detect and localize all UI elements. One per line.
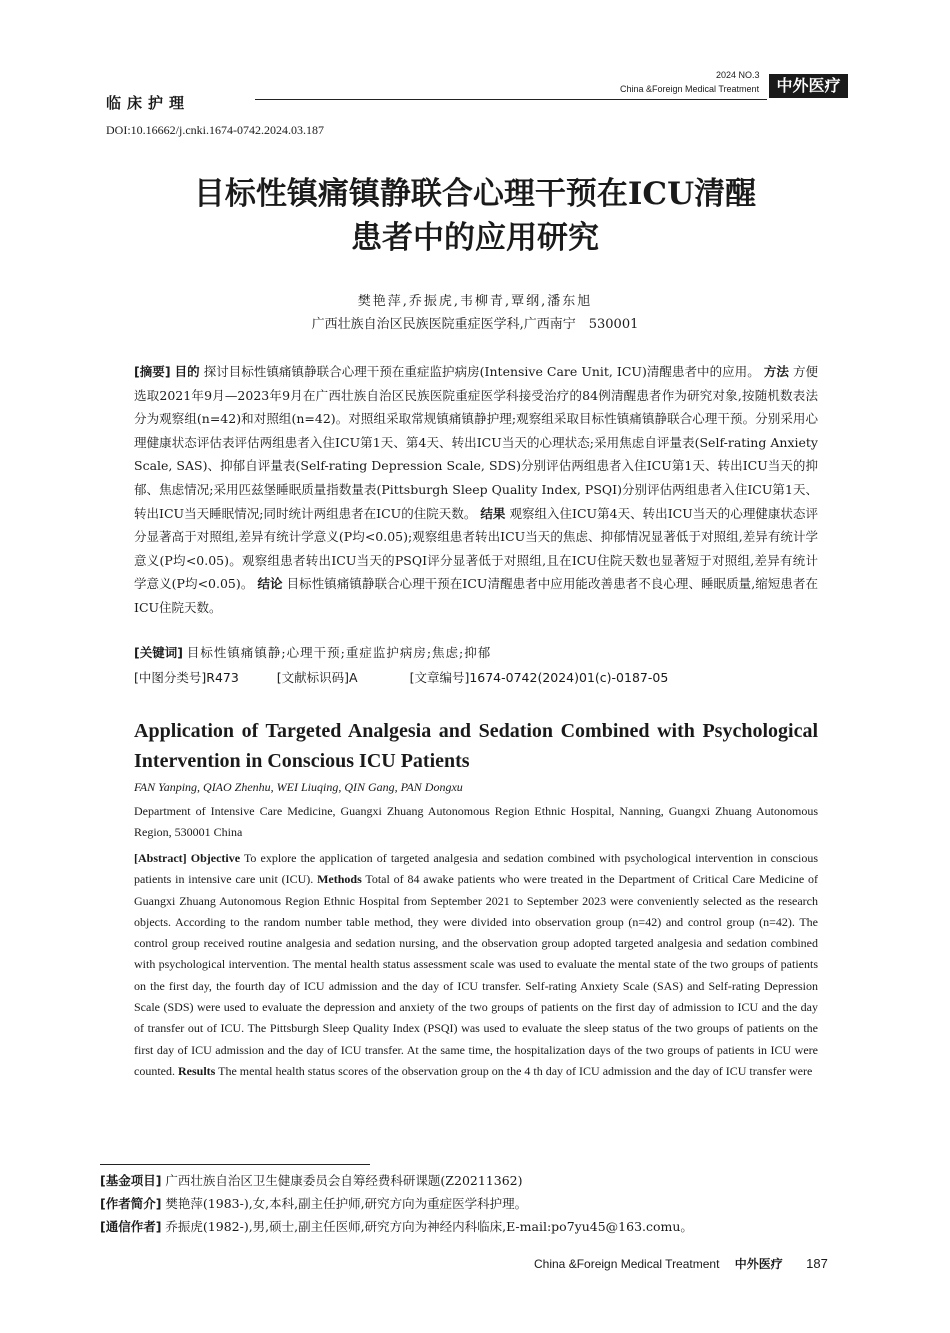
english-title: Application of Targeted Analgesia and Sedation Combined with Psychological Intervention in Conscious ICU Patients (134, 720, 818, 772)
english-affiliation: Department of Intensive Care Medicine, Guangxi Zhuang Autonomous Region Ethnic Hospital, Nanning, Guangxi Zhuang Autonomous Region, 530001 China (134, 804, 818, 839)
article-title-line-1: 目标性镇痛镇静联合心理干预在ICU清醒 (193, 176, 757, 212)
english-abstract (134, 848, 818, 1082)
keywords-tag: [关键词] (134, 645, 183, 660)
article-number: [文章编号]1674-0742(2024)01(c)-0187-05 (409, 670, 669, 685)
section-label: 临床护理 (106, 94, 191, 112)
english-authors: FAN Yanping, QIAO Zhenhu, WEI Liuqing, QIN Gang, PAN Dongxu (134, 780, 463, 794)
en-methods-text: Total of 84 awake patients who were treated in the Department of Critical Care Medicine of Guangxi Zhuang Autonomous Region Ethnic Hospital from September 2021 to September 2023 were conveniently selected as the research objects. According to the random number table method, they were divided into observation group (n=42) and control group (n=42). The control group received routine analgesia and sedation nursing, and the observation group adopted targeted analgesia and sedation combined with psychological intervention. The mental health status assessment scale was used to evaluate the mental state of the two groups of patients on the first day, the fourth day of ICU admission and the day of ICU transfer. Self-rating Anxiety Scale (SAS) and Self-rating Depression Scale (SDS) were used to evaluate the depression and anxiety of the two groups of patients on the first day of admission to ICU and the day of transfer out of ICU. The Pittsburgh Sleep Quality Index (PSQI) was used to evaluate the sleep status of the two groups of patients on the first day of ICU admission and the day of ICU transfer. At the same time, the hospitalization days of the two groups of patients in ICU were counted. (134, 872, 818, 1078)
footnote-author (100, 1192, 693, 1215)
page-number: 187 (806, 1256, 828, 1271)
author-bio-tag: [作者简介] (100, 1196, 162, 1211)
cn-methods-text: 方便选取2021年9月—2023年9月在广西壮族自治区民族医院重症医学科接受治疗的84例清醒患者作为研究对象,按随机数表法分为观察组(n=42)和对照组(n=42)。对照组采取常规镇痛镇静护理;观察组采取目标性镇痛镇静联合心理干预。分别采用心理健康状态评估表评估两组患者入住ICU第1天、第4天、转出ICU当天的心理状态;采用焦虑自评量表(Self-rating Anxiety Scale, SAS)、抑郁自评量表(Self-rating Depression Scale, SDS)分别评估两组患者入住ICU第1天、转出ICU当天的抑郁、焦虑情况;采用匹兹堡睡眠质量指数量表(Pittsburgh Sleep Quality Index, PSQI)分别评估两组患者入住ICU第1天、转出ICU当天睡眠情况;同时统计两组患者在ICU的住院天数。 (134, 364, 818, 521)
footnote-fund (100, 1169, 693, 1192)
affiliation: 广西壮族自治区民族医院重症医学科,广西南宁 530001 (311, 317, 639, 332)
en-abstract-tag: [Abstract] (134, 851, 187, 865)
article-title-line-2: 患者中的应用研究 (351, 220, 599, 256)
page-footer (534, 1255, 828, 1272)
fund-text: 广西壮族自治区卫生健康委员会自筹经费科研课题(Z20211362) (165, 1173, 523, 1188)
footnotes (100, 1169, 693, 1238)
cn-methods-label: 方法 (763, 364, 789, 379)
doi: DOI:10.16662/j.cnki.1674-0742.2024.03.187 (106, 123, 324, 137)
footer-journal-cn: 中外医疗 (734, 1257, 783, 1271)
cn-abstract-tag: [摘要] (134, 364, 171, 379)
journal-name-en: China &Foreign Medical Treatment (620, 84, 760, 94)
cn-conclusion-label: 结论 (257, 576, 283, 592)
fund-tag: [基金项目] (100, 1173, 162, 1188)
author-bio-text: 樊艳萍(1983-),女,本科,副主任护师,研究方向为重症医学科护理。 (165, 1196, 528, 1211)
corresponding-text: 乔振虎(1982-),男,硕士,副主任医师,研究方向为神经内科临床,E-mail:po7yu45@163.comu。 (165, 1219, 693, 1234)
en-objective-label: Objective (190, 851, 241, 865)
authors: 樊艳萍,乔振虎,韦柳青,覃纲,潘东旭 (357, 294, 593, 309)
classification-line (134, 668, 668, 686)
cn-results-text: 观察组入住ICU第4天、转出ICU当天的心理健康状态评分显著高于对照组,差异有统计学意义(P均<0.05);观察组患者转出ICU当天的焦虑、抑郁情况显著低于对照组,差异有统计学意义(P均<0.05)。观察组患者转出ICU当天的PSQI评分显著低于对照组,且在ICU住院天数也显著短于对照组,差异有统计学意义(P均<0.05)。 (134, 505, 818, 592)
article-title (106, 172, 844, 260)
header-rule (255, 99, 767, 100)
corresponding-tag: [通信作者] (100, 1219, 162, 1234)
en-results-label: Results (178, 1063, 216, 1078)
en-results-text: The mental health status scores of the observation group on the 4 th day of ICU admission and the day of ICU transfer were (218, 1063, 813, 1078)
footer-journal-en: China &Foreign Medical Treatment (534, 1257, 720, 1271)
cn-conclusion-text: 目标性镇痛镇静联合心理干预在ICU清醒患者中应用能改善患者不良心理、睡眠质量,缩短患者在ICU住院天数。 (134, 576, 818, 615)
cn-objective-text: 探讨目标性镇痛镇静联合心理干预在重症监护病房(Intensive Care Unit, ICU)清醒患者中的应用。 (203, 364, 760, 379)
cn-objective-label: 目的 (174, 364, 200, 379)
keywords-text: 目标性镇痛镇静;心理干预;重症监护病房;焦虑;抑郁 (186, 645, 492, 660)
journal-logo-badge: 中外医疗 (769, 74, 848, 98)
en-methods-label: Methods (317, 872, 362, 887)
en-objective-text: To explore the application of targeted analgesia and sedation combined with psychological intervention in conscious patients in intensive care unit (ICU). (134, 851, 818, 887)
document-code: [文献标识码]A (276, 670, 358, 685)
footnote-corresponding (100, 1215, 693, 1238)
keywords (134, 643, 491, 661)
cn-results-label: 结果 (480, 505, 506, 521)
clc-number: [中图分类号]R473 (134, 670, 239, 685)
cn-abstract (134, 360, 818, 620)
journal-year-issue: 2024 NO.3 (716, 70, 760, 80)
footnote-rule (100, 1164, 370, 1165)
